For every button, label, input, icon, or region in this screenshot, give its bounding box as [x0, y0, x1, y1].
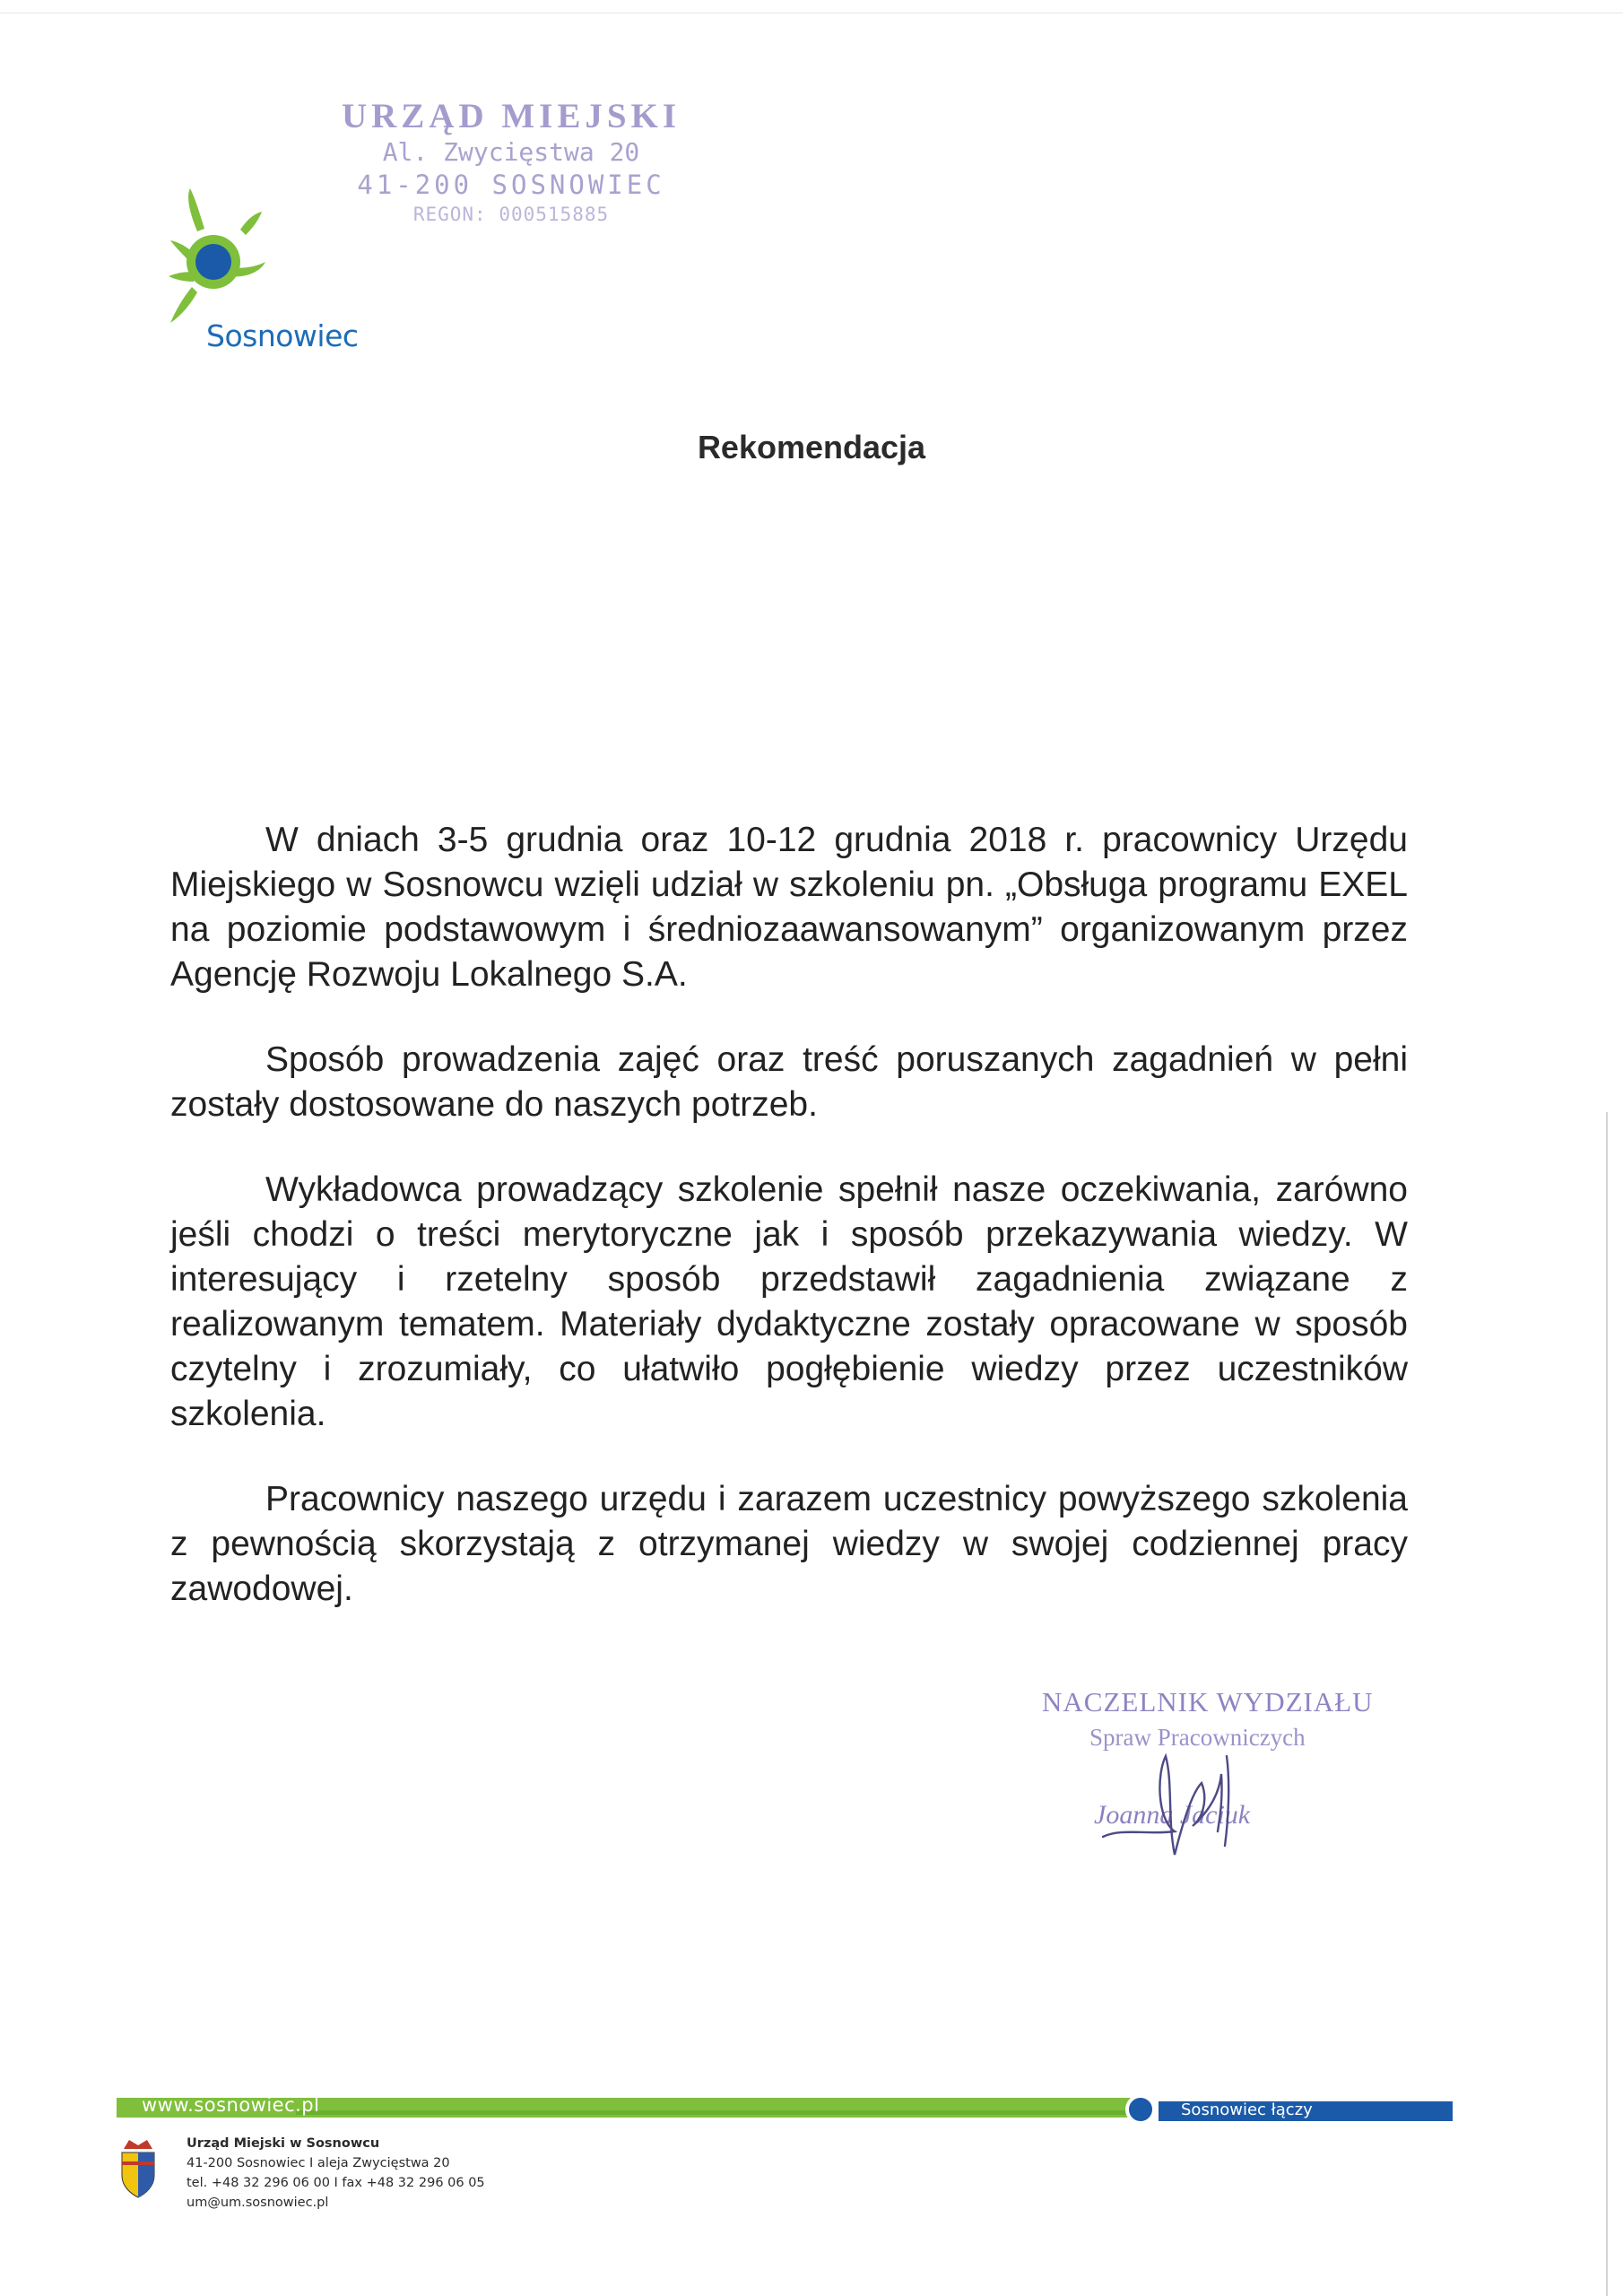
- signature-block: [1031, 1686, 1408, 1866]
- blue-dot-icon: [1125, 2094, 1156, 2125]
- stamp-line: Al. Zwycięstwa 20: [382, 137, 640, 167]
- stamp-line: URZĄD MIEJSKI: [341, 97, 681, 135]
- page-edge: [1606, 1112, 1608, 2296]
- paragraph: Sposób prowadzenia zajęć oraz treść poruszanych zagadnień w pełni zostały dostosowane do naszych potrzeb.: [170, 1040, 1408, 1124]
- sun-logo-icon: [135, 187, 296, 330]
- stamp-line: 41-200 SOSNOWIEC: [357, 170, 665, 200]
- footer-address: [187, 2134, 485, 2213]
- coat-of-arms-icon: [117, 2136, 160, 2199]
- stamp-line: REGON: 000515885: [412, 204, 610, 225]
- footer-website: www.sosnowiec.pl: [142, 2094, 320, 2116]
- letter-body: [170, 818, 1408, 1652]
- footer-street: 41-200 Sosnowiec I aleja Zwycięstwa 20: [187, 2156, 450, 2170]
- signature-name: Joanna Jaciuk: [1094, 1800, 1251, 1830]
- footer-green-bar: [296, 2110, 1130, 2115]
- handwritten-signature: [1067, 1720, 1282, 1864]
- paragraph: W dniach 3-5 grudnia oraz 10-12 grudnia 2018 r. pracownicy Urzędu Miejskiego w Sosnowcu wzięli udział w szkoleniu pn. „Obsługa programu EXEL na poziomie podstawowym i średniozaawansowanym” organizowanym przez Agencję Rozwoju Lokalnego S.A.: [170, 821, 1408, 994]
- signature-department: Spraw Pracowniczych: [1089, 1724, 1306, 1751]
- footer-phone: tel. +48 32 296 06 00 I fax +48 32 296 06 05: [187, 2176, 485, 2190]
- office-stamp: [323, 97, 699, 228]
- logo-wordmark: Sosnowiec: [206, 318, 359, 353]
- paragraph: Pracownicy naszego urzędu i zarazem uczestnicy powyższego szkolenia z pewnością skorzystają z otrzymanej wiedzy w swojej codziennej pracy zawodowej.: [170, 1480, 1408, 1608]
- signature-title: NACZELNIK WYDZIAŁU: [1042, 1686, 1374, 1718]
- footer-office-name: Urząd Miejski w Sosnowcu: [187, 2136, 380, 2151]
- footer-email: um@um.sosnowiec.pl: [187, 2196, 329, 2210]
- paragraph: Wykładowca prowadzący szkolenie spełnił nasze oczekiwania, zarówno jeśli chodzi o treści merytoryczne jak i sposób przekazywania wiedzy. W interesujący i rzetelny sposób przedstawił zagadnienia związane z realizowanym tematem. Materiały dydaktyczne zostały opracowane w sposób czytelny i zrozumiały, co ułatwiło pogłębienie wiedzy przez uczestników szkolenia.: [170, 1170, 1408, 1433]
- footer-slogan: Sosnowiec łączy: [1181, 2100, 1313, 2119]
- document-title: Rekomendacja: [697, 429, 926, 465]
